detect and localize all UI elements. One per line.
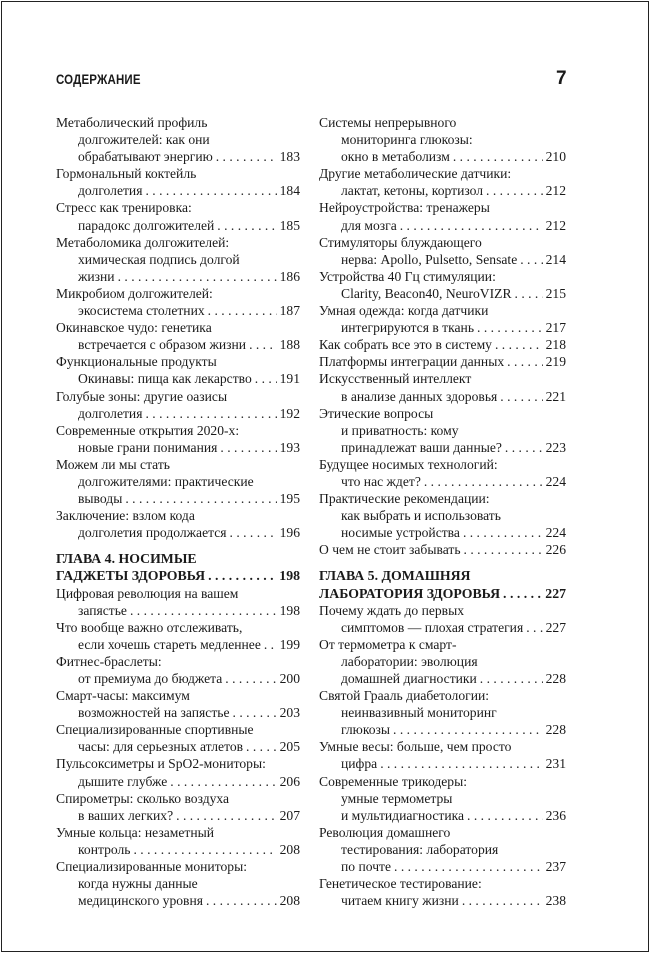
toc-entry [319,199,566,233]
dot-leader [453,148,543,165]
toc-entry-text: когда нужны данные [78,876,198,892]
dot-leader [208,302,277,319]
dot-leader [503,585,542,602]
toc-entry [56,755,300,789]
toc-entry-text: Пульсоксиметры и SpO2-мониторы: [56,756,266,772]
toc-entry-text: умные термометры [341,790,453,806]
toc-entry-text: и приватность: кому [341,422,459,438]
toc-entry-text: в анализе данных здоровья [341,388,498,404]
toc-entry-text: долгожителей: как они [78,132,210,148]
toc-page-number: 223 [545,439,566,455]
toc-entry-text: Окинавы: пища как лекарство [78,371,252,387]
dot-leader [507,353,542,370]
toc-entry [319,773,566,824]
toc-entry [319,636,566,687]
toc-page-number: 208 [279,893,300,909]
toc-entry-text: выводы [78,491,123,507]
toc-entry [319,114,566,165]
toc-entry [56,507,300,541]
toc-entry-text: Метаболомика долгожителей: [56,234,230,250]
toc-page-number: 186 [279,268,300,284]
dot-leader [463,524,543,541]
toc-entry-text: от премиума до бюджета [78,671,223,686]
dot-leader [206,892,277,909]
toc-entry [56,388,300,422]
toc-entry [319,165,566,199]
toc-entry [319,687,566,738]
toc-entry [319,602,566,636]
toc-page-number: 207 [279,807,300,823]
toc-entry-text: медицинского уровня [78,893,203,909]
dot-leader [134,841,277,858]
toc-entry-text: ГЛАВА 4. НОСИМЫЕ [56,551,197,567]
page-number: 7 [556,68,567,89]
toc-entry-text: принадлежат ваши данные? [341,439,502,455]
toc-entry-text: окно в метаболизм [341,149,450,165]
dot-leader [495,336,543,353]
toc-entry-text: долголетия [78,183,143,199]
toc-entry-text: О чем не стоит забывать [319,542,461,558]
dot-leader [393,721,543,738]
toc-page-number: 212 [545,217,566,233]
toc-entry-text: в ваших легких? [78,807,174,823]
toc-entry [319,738,566,772]
dot-leader [230,524,277,541]
toc-page-number: 228 [545,722,566,738]
toc-entry-text: часы: для серьезных атлетов [78,739,244,755]
toc-page-number: 200 [279,671,300,686]
toc-entry-text: Стресс как тренировка: [56,200,192,216]
toc-entry-text: Окинавское чудо: генетика [56,320,212,336]
toc-entry-text: Что вообще важно отслеживать, [56,619,243,635]
dot-leader [467,807,543,824]
dot-leader [477,319,543,336]
toc-entry-text: как выбрать и использовать [341,508,501,524]
toc-entry [319,405,566,456]
toc-entry-text: цифра [341,756,378,772]
toc-entry-text: обрабатывают энергию [78,149,213,165]
toc-page-number: 219 [545,354,566,370]
toc-entry-text: Другие метаболические датчики: [319,166,512,182]
toc-page-number: 210 [545,149,566,165]
toc-entry-text: Устройства 40 Гц стимуляции: [319,268,496,284]
toc-entry [319,302,566,336]
toc-entry-text: для мозга [341,217,397,233]
toc-entry-text: экосистема столетних [78,303,205,319]
toc-page-number: 227 [545,619,566,635]
toc-page-number: 191 [279,371,300,387]
toc-entry-text: неинвазивный мониторинг [341,705,497,721]
toc-entry-text: Платформы интеграции данных [319,354,505,370]
toc-page-number: 237 [545,859,566,875]
toc-entry-text: Цифровая революция на вашем [56,585,239,601]
toc-entry-text: Революция домашнего [319,824,451,840]
toc-entry-text: Этические вопросы [319,405,434,421]
toc-entry [56,456,300,507]
toc-entry [56,585,300,619]
dot-leader [249,336,277,353]
toc-entry-text: долгожителями: практические [78,473,254,489]
dot-leader [486,182,543,199]
toc-entry-text: ЛАБОРАТОРИЯ ЗДОРОВЬЯ [319,585,501,601]
toc-entry [56,858,300,909]
toc-entry-text: Почему ждать до первых [319,602,465,618]
toc-entry-text: по почте [341,859,392,875]
toc-entry [56,353,300,387]
page-title: СОДЕРЖАНИЕ [56,72,141,87]
toc-entry-text: Генетическое тестирование: [319,876,482,892]
toc-page-number: 195 [279,491,300,507]
dot-leader [216,148,277,165]
toc-entry-text: мониторинга глюкозы: [341,132,473,148]
toc-page-number: 198 [279,602,300,618]
toc-page-number: 205 [279,739,300,755]
dot-leader [225,670,276,687]
toc-entry-text: носимые устройства [341,525,460,541]
toc-page-number: 224 [545,473,566,489]
toc-entry-text: интегрируются в ткань [341,320,475,336]
toc-entry-text: Гормональный коктейль [56,166,197,182]
toc-entry [56,199,300,233]
toc-entry-text: глюкозы [341,722,391,738]
dot-leader [145,182,276,199]
toc-entry-text: читаем книгу жизни [341,893,459,909]
toc-entry-text: симптомов — плохая стратегия [341,619,524,635]
toc-page-number: 188 [279,337,300,353]
dot-leader [394,858,543,875]
toc-entry-text: возможностей на запястье [78,705,230,721]
toc-page-number: 231 [545,756,566,772]
toc-entry-text: ГЛАВА 5. ДОМАШНЯЯ [319,568,471,584]
toc-entry-text: Системы непрерывного [319,115,457,130]
toc-entry-text: ГАДЖЕТЫ ЗДОРОВЬЯ [56,568,206,584]
toc-entry [56,824,300,858]
toc-entry [56,285,300,319]
toc-right-column [319,114,566,909]
toc-entry-text: лактат, кетоны, кортизол [341,183,484,199]
toc-entry-text: домашней диагностики [341,671,477,686]
dot-leader [462,892,543,909]
dot-leader [145,405,276,422]
toc-chapter-heading [319,567,566,601]
toc-entry [56,165,300,199]
toc-page-number: 238 [545,893,566,909]
dot-leader [255,370,277,387]
toc-page-number: 214 [545,251,566,267]
toc-entry-text: дышите глубже [78,773,168,789]
toc-page-number: 192 [279,405,300,421]
dot-leader [400,217,543,234]
toc-page-number: 184 [279,183,300,199]
dot-leader [520,251,542,268]
dot-leader [500,388,542,405]
toc-entry-text: если хочешь стареть медленнее [78,636,261,652]
toc-entry [56,653,300,687]
toc-entry-text: встречается с образом жизни [78,337,247,353]
toc-entry-text: парадокс долгожителей [78,217,215,233]
toc-chapter-heading [56,550,300,584]
toc-entry-text: Спирометры: сколько воздуха [56,790,230,806]
toc-entry-text: Как собрать все это в систему [319,337,492,353]
toc-left-column [56,114,300,909]
dot-leader [176,807,276,824]
toc-entry-text: Современные открытия 2020-х: [56,422,240,438]
toc-page-number: 217 [545,320,566,336]
toc-page-number: 196 [279,525,300,541]
toc-page-number: 226 [545,542,566,558]
dot-leader [130,602,277,619]
dot-leader [118,268,277,285]
toc-entry-text: химическая подпись долгой [78,251,240,267]
toc-entry-text: Голубые зоны: другие оазисы [56,388,228,404]
toc-entry-text: Будущее носимых технологий: [319,456,498,472]
dot-leader [125,490,276,507]
dot-leader [464,541,543,558]
toc-entry [319,353,566,370]
toc-page-number: 203 [279,705,300,721]
toc-entry [319,268,566,302]
toc-page-number: 206 [279,773,300,789]
dot-leader [170,773,276,790]
toc-entry-text: Искусственный интеллект [319,371,472,387]
toc-entry-text: Clarity, Beacon40, NeuroVIZR [341,285,512,301]
toc-entry [56,687,300,721]
toc-entry-text: нерва: Apollo, Pulsetto, Sensate [341,251,518,267]
dot-leader [208,567,276,584]
toc-entry [56,422,300,456]
toc-entry [319,824,566,875]
toc-entry-text: Специализированные мониторы: [56,859,247,875]
toc-entry-text: Умная одежда: когда датчики [319,303,489,319]
toc-entry-text: запястье [78,602,127,618]
toc-entry-text: Современные трикодеры: [319,773,468,789]
toc-entry [56,790,300,824]
toc-entry-text: Заключение: взлом кода [56,508,195,524]
dot-leader [505,439,543,456]
dot-leader [220,439,276,456]
toc-page-number: 212 [545,183,566,199]
toc-entry-text: Специализированные спортивные [56,722,254,738]
toc-entry-text: долголетия продолжается [78,525,227,541]
toc-entry [56,234,300,285]
toc-page-number: 185 [279,217,300,233]
dot-leader [515,285,543,302]
toc-entry-text: Смарт-часы: максимум [56,688,190,704]
toc-entry [319,541,566,558]
toc-page-number: 187 [279,303,300,319]
toc-entry-text: тестирования: лаборатория [341,841,499,857]
toc-entry-text: Функциональные продукты [56,354,217,370]
toc-entry [56,319,300,353]
toc-entry-text: Нейроустройства: тренажеры [319,200,490,216]
toc-entry-text: лаборатории: эволюция [341,653,478,669]
toc-page-number: 183 [279,149,300,165]
toc-entry-text: Метаболический профиль [56,115,208,130]
toc-page-number: 227 [545,585,566,601]
toc-entry-text: От термометра к смарт- [319,636,457,652]
dot-leader [217,217,276,234]
toc-page-number: 218 [545,337,566,353]
dot-leader [380,755,542,772]
toc-page-number: 224 [545,525,566,541]
dot-leader [480,670,543,687]
toc-page-number: 193 [279,439,300,455]
toc-page-number: 199 [279,636,300,652]
toc-entry-text: что нас ждет? [341,473,421,489]
toc-entry [319,456,566,490]
toc-page-number: 208 [279,841,300,857]
toc-entry-text: новые грани понимания [78,439,218,455]
toc-entry-text: Стимуляторы блуждающего [319,234,482,250]
toc-entry-text: Умные весы: больше, чем просто [319,739,512,755]
toc-entry-text: Микробиом долгожителей: [56,285,213,301]
toc-page-number: 228 [545,671,566,686]
toc-entry [56,114,300,165]
toc-page-number: 236 [545,807,566,823]
toc-entry-text: Умные кольца: незаметный [56,824,215,840]
toc-entry [319,875,566,909]
dot-leader [246,738,277,755]
toc-entry-text: и мультидиагностика [341,807,465,823]
toc-entry [319,234,566,268]
toc-entry [56,619,300,653]
toc-entry-text: жизни [78,268,115,284]
toc-page-number: 215 [545,285,566,301]
dot-leader [424,473,543,490]
toc-entry [56,721,300,755]
dot-leader [264,636,277,653]
dot-leader [233,704,277,721]
toc-page-number: 221 [545,388,566,404]
toc-entry [319,370,566,404]
toc-entry-text: Святой Грааль диабетологии: [319,688,490,704]
toc-entry-text: долголетия [78,405,143,421]
toc-entry [319,336,566,353]
dot-leader [526,619,542,636]
toc-entry-text: Можем ли мы стать [56,456,171,472]
toc-entry-text: Фитнес-браслеты: [56,653,162,669]
toc-entry-text: контроль [78,841,131,857]
toc-entry-text: Практические рекомендации: [319,491,490,507]
toc-page-number: 198 [279,568,300,584]
toc-entry [319,490,566,541]
